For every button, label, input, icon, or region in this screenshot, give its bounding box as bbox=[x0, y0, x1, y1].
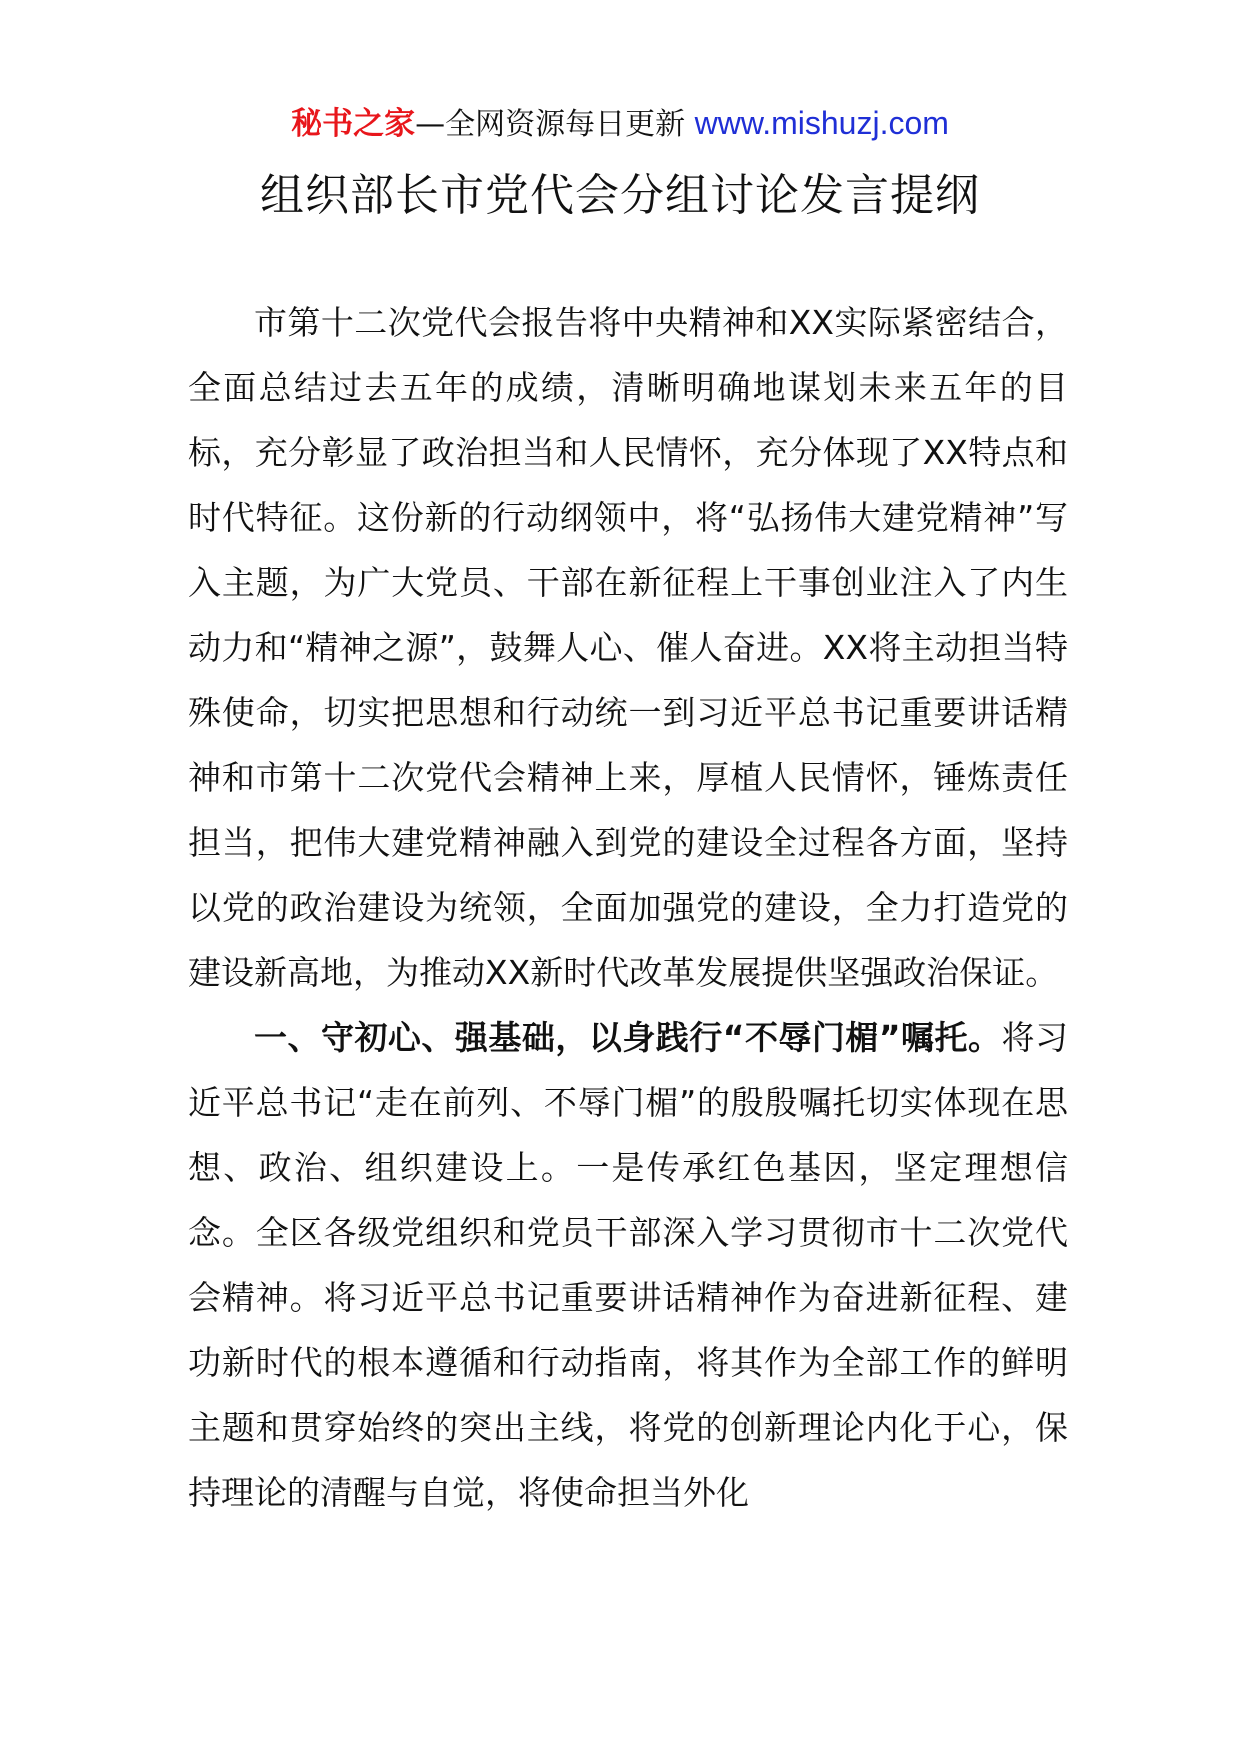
brand-name: 秘书之家 bbox=[291, 106, 416, 142]
section-one-text: 将习近平总书记“走在前列、不辱门楣”的殷殷嘱托切实体现在思想、政治、组织建设上。一是传承红色基因，坚定理想信念。全区各级党组织和党员干部深入学习贯彻市十二次党代会精神。将习近平总书记重要讲话精神作为奋进新征程、建功新时代的根本遵循和行动指南，将其作为全部工作的鲜明主题和贯穿始终的突出主线，将党的创新理论内化于心，保持理论的清醒与自觉，将使命担当外化 bbox=[188, 1018, 1068, 1512]
document-body bbox=[188, 290, 1068, 1525]
section-one-heading: 一、守初心、强基础，以身践行“不辱门楣”嘱托。 bbox=[254, 1018, 1002, 1057]
intro-paragraph: 市第十二次党代会报告将中央精神和XX实际紧密结合，全面总结过去五年的成绩，清晰明确地谋划未来五年的目标，充分彰显了政治担当和人民情怀，充分体现了XX特点和时代特征。这份新的行动纲领中，将“弘扬伟大建党精神”写入主题，为广大党员、干部在新征程上干事创业注入了内生动力和“精神之源”，鼓舞人心、催人奋进。XX将主动担当特殊使命，切实把思想和行动统一到习近平总书记重要讲话精神和市第十二次党代会精神上来，厚植人民情怀，锤炼责任担当，把伟大建党精神融入到党的建设全过程各方面，坚持以党的政治建设为统领，全面加强党的建设，全力打造党的建设新高地，为推动XX新时代改革发展提供坚强政治保证。 bbox=[188, 303, 1068, 992]
site-header bbox=[0, 100, 1240, 148]
site-url-link[interactable]: www.mishuzj.com bbox=[694, 105, 949, 141]
document-title: 组织部长市党代会分组讨论发言提纲 bbox=[260, 170, 980, 221]
section-one-paragraph bbox=[188, 1005, 1068, 1525]
header-tagline: —全网资源每日更新 bbox=[415, 107, 686, 142]
